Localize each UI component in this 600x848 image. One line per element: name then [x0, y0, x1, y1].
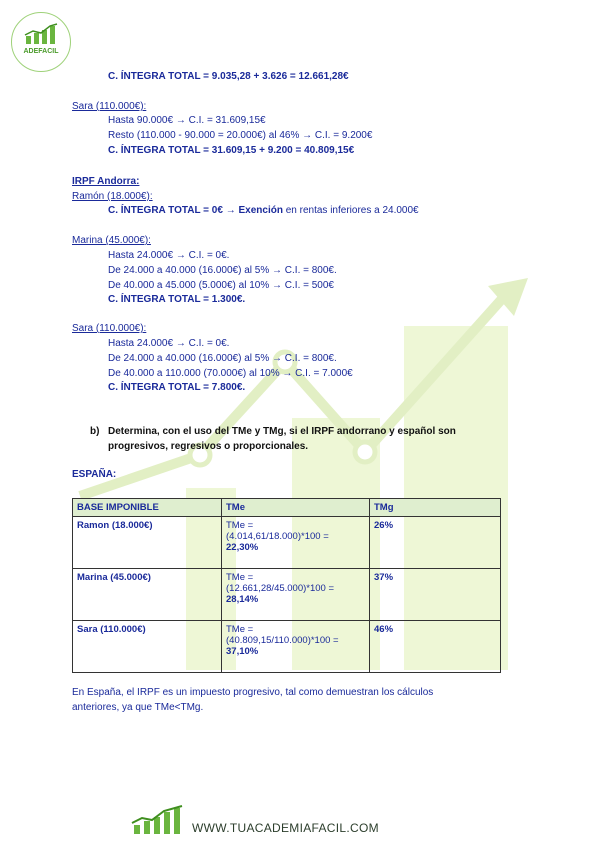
- tme-formula: (12.661,28/45.000)*100 =: [226, 583, 335, 594]
- question-b-line: Determina, con el uso del TMe y TMg, si el IRPF andorrano y español son: [108, 426, 456, 437]
- tme-formula-label: TMe =: [226, 520, 254, 531]
- tme-formula: (40.809,15/110.000)*100 =: [226, 635, 339, 646]
- sara-andorra-heading: Sara (110.000€):: [72, 323, 147, 334]
- sara-spain-heading: Sara (110.000€):: [72, 101, 147, 112]
- row-tme: [222, 569, 370, 621]
- row-tme: [222, 517, 370, 569]
- sara-spain-total: C. ÍNTEGRA TOTAL = 31.609,15 + 9.200 = 40.809,15€: [108, 145, 355, 156]
- spain-conclusion: En España, el IRPF es un impuesto progresivo, tal como demuestran los cálculos: [72, 687, 434, 698]
- spain-heading: ESPAÑA:: [72, 469, 117, 480]
- marina-andorra-line: Hasta 24.000€ → C.I. = 0€.: [108, 250, 230, 261]
- row-base: Sara (110.000€): [73, 621, 222, 673]
- ramon-andorra-total-bold: C. ÍNTEGRA TOTAL = 0€ → Exención: [108, 205, 283, 216]
- question-b-line: progresivos, regresivos o proporcionales.: [108, 441, 309, 452]
- logo-text: ADEFACIL: [23, 48, 59, 55]
- sara-spain-line: Hasta 90.000€ → C.I. = 31.609,15€: [108, 115, 266, 126]
- ramon-andorra-heading: Ramón (18.000€):: [72, 191, 153, 202]
- tme-tmg-table: [72, 498, 501, 673]
- ramon-andorra-total: [108, 205, 419, 217]
- logo-chart-icon: [24, 23, 60, 45]
- row-base: Marina (45.000€): [73, 569, 222, 621]
- table-row: [73, 517, 501, 569]
- spain-conclusion: anteriores, ya que TMe<TMg.: [72, 702, 204, 713]
- row-tmg: 46%: [370, 621, 501, 673]
- tme-formula-label: TMe =: [226, 572, 254, 583]
- ramon-andorra-total-rest: en rentas inferiores a 24.000€: [282, 205, 419, 216]
- question-b-label: b): [90, 426, 100, 437]
- sara-andorra-total: C. ÍNTEGRA TOTAL = 7.800€.: [108, 382, 246, 393]
- sara-andorra-line: De 24.000 a 40.000 (16.000€) al 5% → C.I. = 800€.: [108, 353, 337, 364]
- tme-result: 37,10%: [226, 646, 259, 657]
- ramon-spain-total: C. ÍNTEGRA TOTAL = 9.035,28 + 3.626 = 12.661,28€: [108, 71, 349, 82]
- sara-andorra-line: Hasta 24.000€ → C.I. = 0€.: [108, 338, 230, 349]
- table-header-tme: TMe: [222, 499, 370, 517]
- tme-result: 28,14%: [226, 594, 259, 605]
- table-header-row: [73, 499, 501, 517]
- marina-andorra-heading: Marina (45.000€):: [72, 235, 151, 246]
- table-header-tmg: TMg: [370, 499, 501, 517]
- tme-formula-label: TMe =: [226, 624, 254, 635]
- table-row: [73, 621, 501, 673]
- andorra-heading: IRPF Andorra:: [72, 176, 140, 187]
- tme-formula: (4.014,61/18.000)*100 =: [226, 531, 329, 542]
- marina-andorra-line: De 40.000 a 45.000 (5.000€) al 10% → C.I. = 500€: [108, 280, 334, 291]
- table-header-base: BASE IMPONIBLE: [73, 499, 222, 517]
- row-tme: [222, 621, 370, 673]
- sara-andorra-line: De 40.000 a 110.000 (70.000€) al 10% → C.I. = 7.000€: [108, 368, 353, 379]
- footer-logo-icon: [130, 805, 186, 835]
- tme-result: 22,30%: [226, 542, 259, 553]
- sara-spain-line: Resto (110.000 - 90.000 = 20.000€) al 46% → C.I. = 9.200€: [108, 130, 373, 141]
- table-row: [73, 569, 501, 621]
- marina-andorra-line: De 24.000 a 40.000 (16.000€) al 5% → C.I. = 800€.: [108, 265, 337, 276]
- marina-andorra-total: C. ÍNTEGRA TOTAL = 1.300€.: [108, 294, 246, 305]
- row-tmg: 26%: [370, 517, 501, 569]
- row-tmg: 37%: [370, 569, 501, 621]
- logo: [11, 12, 71, 72]
- footer-url[interactable]: WWW.TUACADEMIAFACIL.COM: [192, 821, 379, 835]
- row-base: Ramon (18.000€): [73, 517, 222, 569]
